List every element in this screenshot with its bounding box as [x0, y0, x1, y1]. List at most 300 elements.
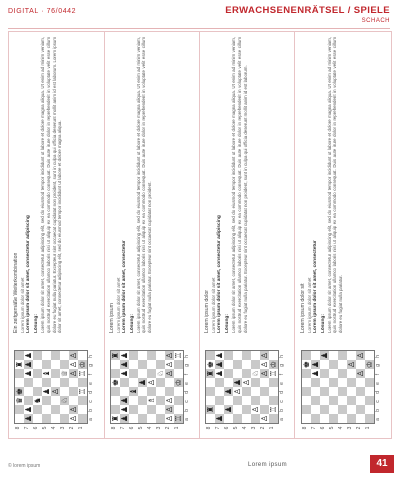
board-square: [347, 414, 356, 423]
board-square: [111, 387, 120, 396]
board-square: [129, 351, 138, 360]
board-square: [147, 414, 156, 423]
board-square: [215, 378, 224, 387]
board-square: [347, 405, 356, 414]
chess-piece-icon: ♗: [146, 396, 156, 405]
board-square: [329, 414, 338, 423]
board-square: [24, 405, 33, 414]
board-square: [60, 369, 69, 378]
board-square: [233, 405, 242, 414]
board-square: [320, 414, 329, 423]
chess-board: [110, 350, 184, 424]
board-square: [51, 414, 60, 423]
board-square: [206, 405, 215, 414]
board-square: [60, 387, 69, 396]
board-square: [120, 369, 129, 378]
board-square: [156, 378, 165, 387]
rank-label: 6: [128, 426, 135, 430]
board-square: [69, 378, 78, 387]
chess-piece-icon: ♚: [301, 360, 311, 369]
board-square: [260, 378, 269, 387]
puzzle-info: Lorem ipsum dolor sit amet: [115, 277, 121, 333]
board-square: [269, 351, 278, 360]
board-square: [347, 396, 356, 405]
board-square: [347, 369, 356, 378]
chess-piece-icon: ♟: [119, 405, 129, 414]
board-square: [24, 414, 33, 423]
board-square: [15, 387, 24, 396]
board-square: [33, 396, 42, 405]
section-subtitle: SCHACH: [361, 18, 390, 24]
file-label: d: [374, 391, 381, 394]
file-label: c: [88, 400, 94, 403]
board-square: [365, 369, 374, 378]
puzzle-text: [300, 37, 386, 333]
board-square: [147, 351, 156, 360]
file-label: f: [279, 373, 285, 376]
chess-piece-icon: ♚: [206, 360, 215, 369]
board-square: [242, 405, 251, 414]
file-label: e: [88, 382, 94, 385]
chess-piece-icon: ♙: [69, 405, 78, 414]
file-label: b: [374, 409, 381, 412]
board-square: [251, 414, 260, 423]
board-square: [147, 387, 156, 396]
board-square: [147, 396, 156, 405]
board-square: [329, 360, 338, 369]
board-square: [365, 360, 374, 369]
board-square: [329, 387, 338, 396]
board-square: [138, 369, 147, 378]
rank-label: 3: [60, 426, 66, 430]
board-square: [138, 360, 147, 369]
chess-piece-icon: ♟: [119, 360, 129, 369]
board-square: [69, 360, 78, 369]
board-square: [174, 414, 183, 423]
board-square: [51, 360, 60, 369]
rank-label: 7: [119, 426, 126, 430]
chess-piece-icon: ♜: [15, 360, 24, 369]
board-square: [69, 369, 78, 378]
board-square: [206, 387, 215, 396]
chess-piece-icon: ♔: [364, 360, 374, 369]
puzzle-text: [13, 37, 99, 333]
file-label: h: [88, 355, 94, 358]
chess-piece-icon: ♖: [78, 369, 87, 378]
board-square: [356, 414, 365, 423]
rank-label: 4: [51, 426, 57, 430]
board-square: [78, 387, 87, 396]
chess-piece-icon: ♙: [260, 369, 269, 378]
board-square: [165, 351, 174, 360]
board-square: [302, 351, 311, 360]
board-square: [111, 369, 120, 378]
board-square: [224, 360, 233, 369]
board-square: [24, 360, 33, 369]
file-label: g: [88, 364, 94, 367]
rank-label: 1: [364, 426, 371, 430]
chess-board: [14, 350, 88, 424]
chess-piece-icon: ♟: [215, 351, 224, 360]
rank-labels: [205, 425, 277, 431]
chess-piece-icon: ♝: [128, 387, 138, 396]
board-square: [69, 351, 78, 360]
chess-piece-icon: ♙: [51, 387, 60, 396]
rank-labels: [301, 425, 373, 431]
chess-piece-icon: ♟: [233, 378, 242, 387]
chess-piece-icon: ♜: [206, 405, 215, 414]
chess-piece-icon: ♟: [224, 405, 233, 414]
rank-label: 4: [337, 426, 344, 430]
chess-piece-icon: ♙: [164, 396, 174, 405]
section-title: ERWACHSENENRÄTSEL / SPIELE: [225, 5, 390, 16]
board-square: [138, 414, 147, 423]
board-square: [69, 396, 78, 405]
board-square: [251, 396, 260, 405]
board-square: [242, 369, 251, 378]
board-square: [260, 351, 269, 360]
chess-piece-icon: ♕: [60, 369, 69, 378]
chess-piece-icon: ♙: [164, 360, 174, 369]
board-square: [302, 369, 311, 378]
header-left-label: DIGITAL · 76/0442: [8, 8, 77, 15]
chess-piece-icon: ♙: [242, 378, 251, 387]
chess-piece-icon: ♟: [24, 351, 33, 360]
file-label: g: [279, 364, 285, 367]
chess-piece-icon: ♟: [24, 405, 33, 414]
board-square: [242, 387, 251, 396]
rank-label: 5: [328, 426, 335, 430]
board-square: [147, 360, 156, 369]
chess-piece-icon: ♟: [119, 396, 129, 405]
board-square: [111, 378, 120, 387]
board-square: [329, 378, 338, 387]
puzzle-task: Lorem ipsum dolor sit amet, consectetur adipiscing: [217, 215, 222, 333]
chess-piece-icon: ♙: [260, 360, 269, 369]
chess-piece-icon: ♛: [15, 396, 24, 405]
puzzle-task: Lorem ipsum dolor sit amet, consectetur: [121, 240, 127, 333]
board-square: [111, 396, 120, 405]
board-square: [224, 414, 233, 423]
chess-piece-icon: ♟: [215, 360, 224, 369]
board-square: [215, 405, 224, 414]
board-square: [365, 396, 374, 405]
chess-piece-icon: ♙: [251, 405, 260, 414]
board-square: [42, 387, 51, 396]
chess-piece-icon: ♟: [24, 360, 33, 369]
chess-piece-icon: ♟: [119, 351, 129, 360]
chess-piece-icon: ♝: [42, 369, 51, 378]
chess-piece-icon: ♙: [233, 387, 242, 396]
board-square: [129, 387, 138, 396]
board-square: [215, 396, 224, 405]
rank-label: 6: [224, 426, 230, 430]
file-label: e: [374, 382, 381, 385]
board-square: [156, 405, 165, 414]
footer-publication: Lorem ipsum: [248, 462, 288, 468]
chess-piece-icon: ♚: [110, 378, 120, 387]
board-square: [129, 369, 138, 378]
puzzle-info: Lorem ipsum dolor sit amet: [306, 277, 312, 333]
file-label: d: [183, 391, 190, 394]
board-square: [15, 414, 24, 423]
board-square: [51, 369, 60, 378]
board-square: [233, 387, 242, 396]
chess-piece-icon: ♖: [173, 351, 183, 360]
board-square: [33, 378, 42, 387]
rank-label: 1: [78, 426, 84, 430]
chess-piece-icon: ♙: [346, 360, 356, 369]
board-square: [365, 405, 374, 414]
chess-piece-icon: ♖: [269, 369, 278, 378]
chess-piece-icon: ♟: [42, 387, 51, 396]
board-square: [356, 396, 365, 405]
chess-diagram: [110, 339, 192, 431]
file-label: h: [374, 355, 381, 358]
rank-label: 2: [69, 426, 75, 430]
board-square: [24, 396, 33, 405]
board-square: [224, 387, 233, 396]
board-square: [33, 405, 42, 414]
board-square: [251, 369, 260, 378]
header-divider: [8, 28, 390, 29]
board-square: [174, 396, 183, 405]
board-square: [311, 378, 320, 387]
puzzle-title: Lorem ipsum dolor sit: [299, 283, 306, 333]
board-square: [165, 387, 174, 396]
file-label: f: [88, 373, 94, 376]
board-square: [320, 405, 329, 414]
board-square: [320, 387, 329, 396]
chess-piece-icon: ♟: [310, 369, 320, 378]
board-square: [42, 414, 51, 423]
board-square: [338, 396, 347, 405]
puzzle-task: Lorem ipsum dolor sit amet, consectetur adipiscing: [26, 215, 31, 333]
board-square: [78, 405, 87, 414]
chess-board: [301, 350, 375, 424]
board-square: [365, 351, 374, 360]
board-square: [269, 369, 278, 378]
board-square: [78, 378, 87, 387]
board-square: [233, 414, 242, 423]
puzzle-task: Lorem ipsum dolor sit amet, consectetur: [312, 240, 318, 333]
board-square: [42, 378, 51, 387]
puzzle-text: [109, 37, 195, 333]
board-square: [269, 387, 278, 396]
board-square: [60, 378, 69, 387]
rank-label: 3: [251, 426, 257, 430]
chess-piece-icon: ♔: [78, 360, 87, 369]
board-square: [320, 396, 329, 405]
board-square: [147, 369, 156, 378]
board-square: [269, 378, 278, 387]
board-square: [311, 414, 320, 423]
file-label: e: [183, 382, 190, 385]
board-square: [129, 360, 138, 369]
chess-piece-icon: ♟: [24, 414, 33, 423]
rank-label: 5: [233, 426, 239, 430]
rank-label: 7: [215, 426, 221, 430]
file-label: h: [183, 355, 190, 358]
board-square: [206, 414, 215, 423]
board-square: [120, 414, 129, 423]
board-square: [260, 405, 269, 414]
board-square: [215, 387, 224, 396]
rank-label: 2: [164, 426, 171, 430]
board-square: [147, 378, 156, 387]
board-square: [356, 405, 365, 414]
file-label: f: [374, 373, 381, 376]
rank-label: 8: [206, 426, 212, 430]
board-square: [302, 405, 311, 414]
file-label: b: [183, 409, 190, 412]
file-label: a: [279, 418, 285, 421]
chess-piece-icon: ♟: [224, 387, 233, 396]
board-square: [365, 414, 374, 423]
chess-piece-icon: ♙: [355, 351, 365, 360]
board-square: [365, 378, 374, 387]
board-square: [60, 360, 69, 369]
chess-piece-icon: ♙: [69, 369, 78, 378]
solution-text: Lorem ipsum dolor sit amet, consectetur adipiscing elit, sed do eiusmod tempor incididunt ut labore et dolore magna aliqua. Ut enim ad minim veniam, quis nostrud exercitation ullamco laboris nisi ut aliquip ex ea commodo consequat. Duis aute irure dolor in reprehenderit in voluptate velit esse cillum dolore eu fugiat nulla pariatur. Excepteur sint occaecat cupidatat non proident, sunt in culpa qui officia deserunt mollit anim id est laborum.: [231, 37, 248, 333]
board-square: [242, 351, 251, 360]
file-label: b: [279, 409, 285, 412]
rank-label: 6: [33, 426, 39, 430]
rank-label: 8: [15, 426, 21, 430]
board-square: [165, 414, 174, 423]
board-square: [42, 351, 51, 360]
chess-puzzle-4: [295, 31, 390, 437]
file-label: b: [88, 409, 94, 412]
board-square: [42, 369, 51, 378]
chess-piece-icon: ♙: [260, 414, 269, 423]
file-label: c: [374, 400, 381, 403]
chess-piece-icon: ♟: [310, 360, 320, 369]
solution-text: Lorem ipsum dolor sit amet, consectetur adipiscing elit, sed do eiusmod tempor incididunt ut labore et dolore magna aliqua. Ut enim ad minim veniam, quis nostrud exercitation ullamco laboris nisi ut aliquip ex ea commodo consequat. Duis aute irure dolor in reprehenderit in voluptate velit esse cillum dolore eu fugiat nulla pariatur. Excepteur sint occaecat cupidatat non proident, sunt in culpa qui officia deserunt mollit anim id est laborum. Lorem ipsum dolor sit amet, consectetur adipiscing elit, sed do eiusmod tempor incididunt ut labore et dolore magna aliqua.: [40, 37, 63, 333]
chess-puzzle-2: [104, 31, 199, 437]
board-square: [33, 387, 42, 396]
board-square: [320, 351, 329, 360]
board-square: [174, 387, 183, 396]
board-square: [302, 414, 311, 423]
board-square: [165, 405, 174, 414]
board-square: [33, 414, 42, 423]
board-square: [78, 351, 87, 360]
rank-label: 1: [269, 426, 275, 430]
file-label: g: [183, 364, 190, 367]
chess-piece-icon: ♙: [164, 369, 174, 378]
board-square: [242, 414, 251, 423]
puzzle-title: Ein zeitgemäße Weiterkombination: [13, 252, 19, 333]
rank-label: 3: [346, 426, 353, 430]
board-square: [138, 405, 147, 414]
board-square: [329, 405, 338, 414]
board-square: [165, 369, 174, 378]
board-square: [302, 378, 311, 387]
chess-piece-icon: ♘: [251, 369, 260, 378]
board-square: [120, 360, 129, 369]
rank-label: 5: [137, 426, 144, 430]
board-square: [347, 351, 356, 360]
board-square: [269, 405, 278, 414]
board-square: [338, 360, 347, 369]
board-square: [311, 351, 320, 360]
rank-labels: [110, 425, 182, 431]
rank-label: 8: [110, 426, 117, 430]
file-label: f: [183, 373, 190, 376]
chess-piece-icon: ♖: [269, 405, 278, 414]
board-square: [15, 405, 24, 414]
file-label: e: [279, 382, 285, 385]
board-square: [302, 387, 311, 396]
board-square: [215, 414, 224, 423]
board-square: [51, 378, 60, 387]
rank-label: 4: [242, 426, 248, 430]
board-square: [138, 378, 147, 387]
board-square: [329, 351, 338, 360]
board-square: [111, 405, 120, 414]
chess-piece-icon: ♙: [260, 351, 269, 360]
board-square: [215, 369, 224, 378]
file-label: g: [374, 364, 381, 367]
chess-piece-icon: ♟: [319, 351, 329, 360]
board-square: [15, 360, 24, 369]
board-square: [138, 351, 147, 360]
board-square: [60, 396, 69, 405]
board-square: [356, 369, 365, 378]
puzzle-info: Lorem ipsum dolor sit amet: [211, 277, 216, 333]
board-square: [156, 351, 165, 360]
chess-board: [205, 350, 279, 424]
chess-puzzle-3: [199, 31, 294, 437]
chess-piece-icon: ♙: [164, 414, 174, 423]
board-square: [356, 378, 365, 387]
board-square: [251, 351, 260, 360]
board-square: [120, 351, 129, 360]
chess-piece-icon: ♘: [155, 369, 165, 378]
file-label: d: [88, 391, 94, 394]
copyright-note: © lorem ipsum: [8, 463, 41, 469]
board-square: [320, 369, 329, 378]
board-square: [129, 414, 138, 423]
board-square: [302, 396, 311, 405]
board-square: [347, 378, 356, 387]
board-square: [215, 360, 224, 369]
board-square: [33, 360, 42, 369]
board-square: [51, 351, 60, 360]
board-square: [251, 360, 260, 369]
board-square: [329, 369, 338, 378]
file-label: c: [279, 400, 285, 403]
solution-label: Lösung:: [320, 314, 326, 333]
board-square: [78, 369, 87, 378]
board-square: [24, 378, 33, 387]
board-square: [60, 351, 69, 360]
rank-label: 1: [173, 426, 180, 430]
board-square: [338, 414, 347, 423]
board-square: [69, 405, 78, 414]
chess-diagram: [301, 339, 383, 431]
board-square: [260, 414, 269, 423]
file-labels: [184, 350, 191, 424]
chess-puzzle-1: [8, 31, 103, 437]
solution-label: Lösung:: [129, 314, 135, 333]
board-square: [260, 369, 269, 378]
rank-label: 7: [24, 426, 30, 430]
chess-piece-icon: ♙: [69, 414, 78, 423]
board-square: [260, 360, 269, 369]
board-square: [51, 405, 60, 414]
